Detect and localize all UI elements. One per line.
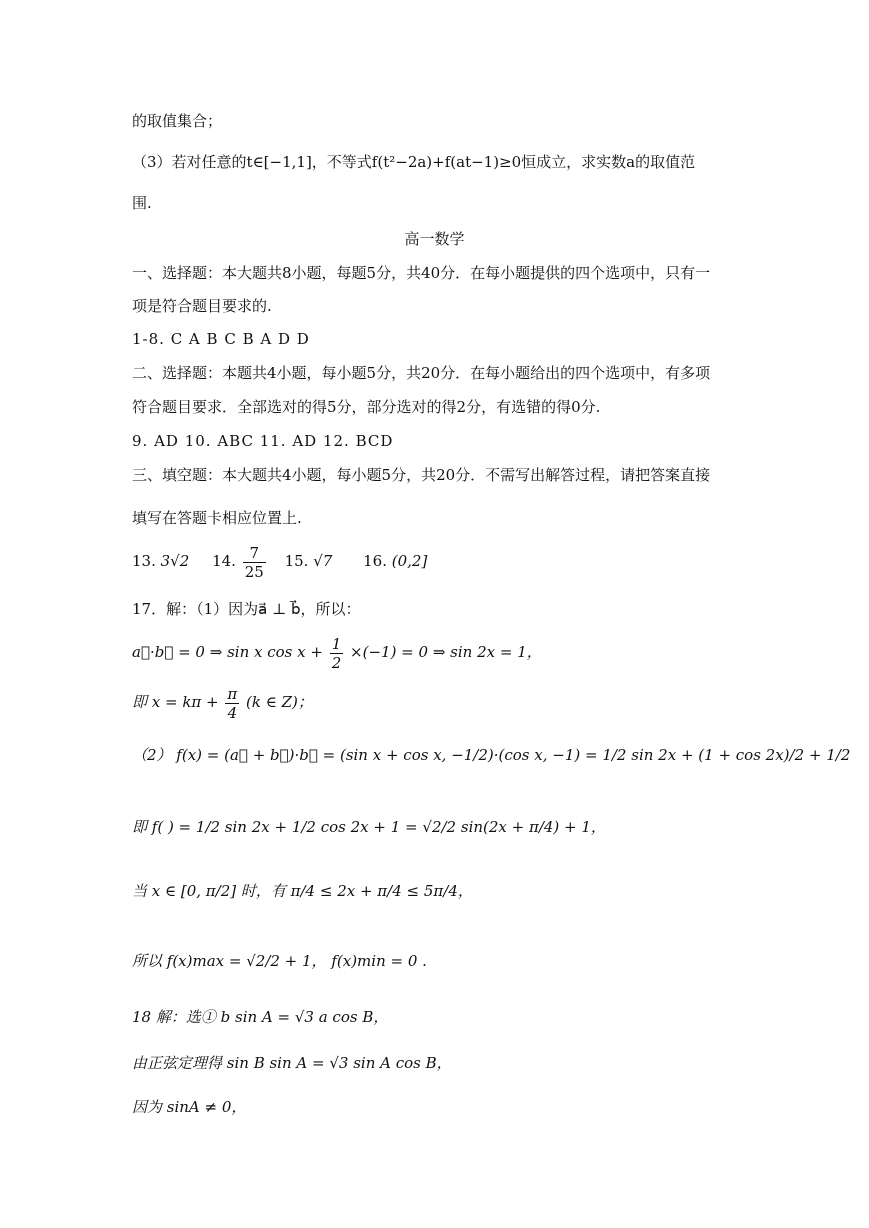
section-3-heading: 三、填空题：本大题共4小题，每小题5分，共20分．不需写出解答过程，请把答案直接 bbox=[132, 466, 711, 484]
text-line: 项是符合题目要求的. bbox=[132, 297, 272, 315]
text-line: 符合题目要求．全部选对的得5分，部分选对的得2分，有选错的得0分. bbox=[132, 398, 601, 416]
q17-eq2-denominator: 4 bbox=[227, 703, 238, 722]
q13-answer: 3√2 bbox=[160, 552, 190, 570]
q17-eq1-post: ×(−1) = 0 ⇒ sin 2x = 1， bbox=[350, 643, 542, 661]
q17-eq1-pre: a⃗·b⃗ = 0 ⇒ sin x cos x + bbox=[132, 643, 323, 661]
q16-label: 16. bbox=[363, 552, 387, 570]
q18-condition: 因为 sinA ≠ 0， bbox=[132, 1098, 247, 1116]
q13-label: 13. bbox=[132, 552, 156, 570]
q15-label: 15. bbox=[284, 552, 309, 570]
q17-eq1-numerator: 1 bbox=[331, 634, 342, 653]
answers-13-16 bbox=[132, 540, 737, 582]
q17-eq2-numerator: π bbox=[227, 684, 238, 703]
q14-fraction bbox=[243, 544, 266, 581]
q17-equation-1 bbox=[132, 632, 737, 672]
q17-eq1-fraction bbox=[330, 635, 344, 672]
section-2-heading: 二、选择题：本题共4小题，每小题5分，共20分．在每小题给出的四个选项中，有多项 bbox=[132, 364, 711, 382]
q18-sine-rule: 由正弦定理得 sin B sin A = √3 sin A cos B， bbox=[132, 1054, 452, 1072]
answers-1-8: 1-8. C A B C B A D D bbox=[132, 330, 310, 348]
q15-answer: √7 bbox=[313, 552, 333, 570]
q17-simplified: 即 f( ) = 1/2 sin 2x + 1/2 cos 2x + 1 = √2/2 sin(2x + π/4) + 1， bbox=[132, 818, 606, 836]
q14-label: 14. bbox=[212, 552, 236, 570]
q17-extrema: 所以 f(x)max = √2/2 + 1， f(x)min = 0 . bbox=[132, 952, 427, 970]
q16-answer: (0,2] bbox=[391, 552, 428, 570]
question-3: （3）若对任意的t∈[−1,1]，不等式f(t²−2a)+f(at−1)≥0恒成立，求实数a的取值范 bbox=[132, 153, 696, 171]
q17-eq2-fraction bbox=[225, 685, 239, 722]
q17-range: 当 x ∈ [0, π/2] 时，有 π/4 ≤ 2x + π/4 ≤ 5π/4， bbox=[132, 882, 473, 900]
q14-numerator: 7 bbox=[243, 544, 266, 563]
text-line: 的取值集合； bbox=[132, 112, 223, 130]
q17-eq2-pre: 即 x = kπ + bbox=[132, 693, 219, 711]
section-1-heading: 一、选择题：本大题共8小题，每题5分，共40分．在每小题提供的四个选项中，只有一 bbox=[132, 264, 711, 282]
q18-intro: 18 解：选① b sin A = √3 a cos B， bbox=[132, 1008, 389, 1026]
q17-equation-2 bbox=[132, 682, 737, 722]
text-line: 围. bbox=[132, 194, 152, 212]
q17-eq2-post: (k ∈ Z)； bbox=[246, 693, 313, 711]
q17-eq1-denominator: 2 bbox=[331, 653, 342, 672]
q14-denominator: 25 bbox=[244, 562, 264, 581]
section-title: 高一数学 bbox=[404, 230, 465, 248]
answers-9-12: 9. AD 10. ABC 11. AD 12. BCD bbox=[132, 432, 394, 450]
text-line: 填写在答题卡相应位置上. bbox=[132, 509, 302, 527]
q17-part2-equation: （2） f(x) = (a⃗ + b⃗)·b⃗ = (sin x + cos x, −1/2)·(cos x, −1) = 1/2 sin 2x + (1 + cos 2x)/2 + 1/2 bbox=[132, 746, 851, 764]
q17-intro: 17．解：（1）因为a⃗ ⊥ b⃗，所以： bbox=[132, 600, 361, 618]
